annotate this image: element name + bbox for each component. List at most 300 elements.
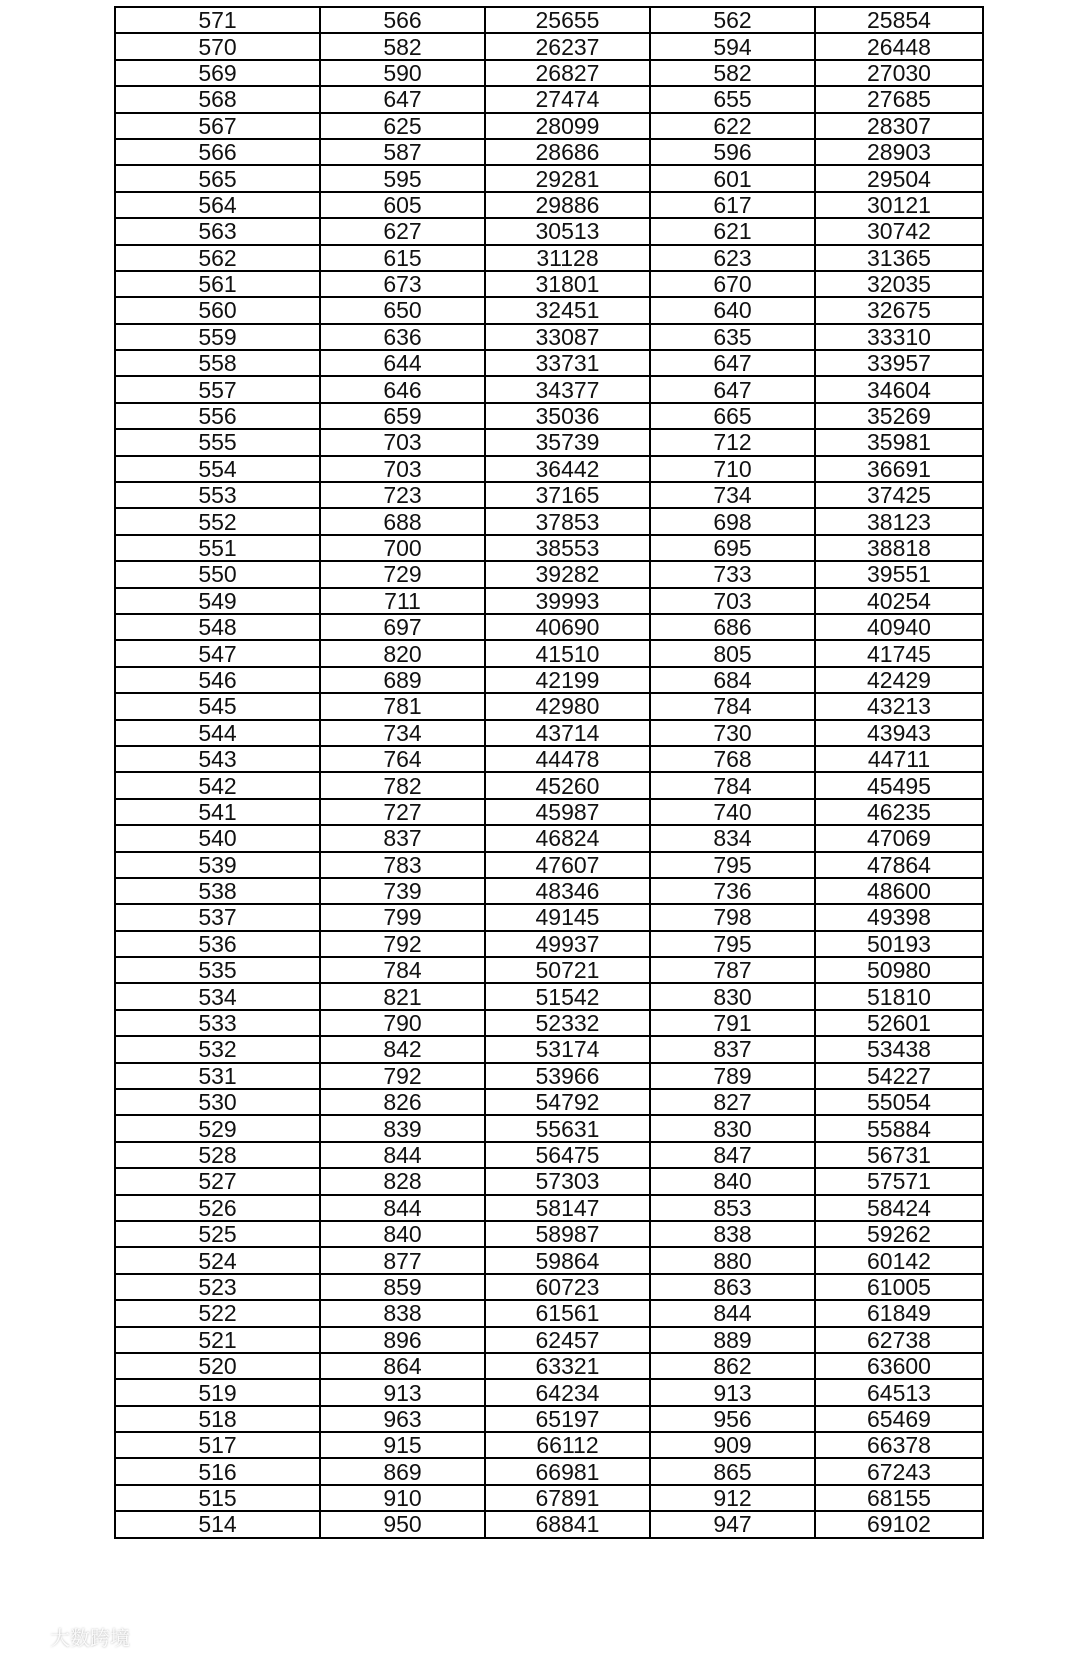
table-cell: 615 bbox=[320, 245, 485, 271]
table-cell: 55054 bbox=[815, 1089, 983, 1115]
table-cell: 47864 bbox=[815, 852, 983, 878]
table-cell: 549 bbox=[115, 588, 320, 614]
table-cell: 535 bbox=[115, 957, 320, 983]
table-cell: 53966 bbox=[485, 1063, 650, 1089]
table-cell: 862 bbox=[650, 1353, 815, 1379]
table-cell: 42429 bbox=[815, 667, 983, 693]
table-cell: 58147 bbox=[485, 1195, 650, 1221]
table-cell: 50721 bbox=[485, 957, 650, 983]
table-cell: 516 bbox=[115, 1458, 320, 1484]
table-cell: 44711 bbox=[815, 746, 983, 772]
table-cell: 798 bbox=[650, 904, 815, 930]
table-row bbox=[115, 1221, 983, 1247]
table-cell: 559 bbox=[115, 324, 320, 350]
table-cell: 647 bbox=[650, 376, 815, 402]
table-row bbox=[115, 1406, 983, 1432]
table-row bbox=[115, 1327, 983, 1353]
table-cell: 40690 bbox=[485, 614, 650, 640]
table-cell: 59262 bbox=[815, 1221, 983, 1247]
table-cell: 62457 bbox=[485, 1327, 650, 1353]
table-row bbox=[115, 693, 983, 719]
table-cell: 673 bbox=[320, 271, 485, 297]
table-cell: 547 bbox=[115, 640, 320, 666]
table-cell: 48600 bbox=[815, 878, 983, 904]
table-cell: 32035 bbox=[815, 271, 983, 297]
table-row bbox=[115, 1089, 983, 1115]
table-cell: 826 bbox=[320, 1089, 485, 1115]
table-cell: 570 bbox=[115, 33, 320, 59]
table-cell: 853 bbox=[650, 1195, 815, 1221]
table-cell: 46824 bbox=[485, 825, 650, 851]
table-cell: 524 bbox=[115, 1247, 320, 1273]
table-cell: 550 bbox=[115, 561, 320, 587]
table-cell: 562 bbox=[650, 7, 815, 33]
table-cell: 57571 bbox=[815, 1168, 983, 1194]
table-cell: 563 bbox=[115, 218, 320, 244]
table-cell: 63600 bbox=[815, 1353, 983, 1379]
table-cell: 64234 bbox=[485, 1379, 650, 1405]
table-cell: 31128 bbox=[485, 245, 650, 271]
table-cell: 65197 bbox=[485, 1406, 650, 1432]
table-cell: 33310 bbox=[815, 324, 983, 350]
table-cell: 869 bbox=[320, 1458, 485, 1484]
table-row bbox=[115, 218, 983, 244]
table-row bbox=[115, 60, 983, 86]
table-cell: 605 bbox=[320, 192, 485, 218]
table-row bbox=[115, 931, 983, 957]
table-cell: 688 bbox=[320, 508, 485, 534]
table-cell: 548 bbox=[115, 614, 320, 640]
table-cell: 40254 bbox=[815, 588, 983, 614]
table-row bbox=[115, 904, 983, 930]
table-cell: 784 bbox=[320, 957, 485, 983]
table-cell: 915 bbox=[320, 1432, 485, 1458]
table-cell: 514 bbox=[115, 1511, 320, 1537]
table-cell: 799 bbox=[320, 904, 485, 930]
table-cell: 839 bbox=[320, 1115, 485, 1141]
table-cell: 625 bbox=[320, 113, 485, 139]
table-cell: 28099 bbox=[485, 113, 650, 139]
table-cell: 595 bbox=[320, 165, 485, 191]
table-cell: 740 bbox=[650, 799, 815, 825]
table-cell: 562 bbox=[115, 245, 320, 271]
table-cell: 55631 bbox=[485, 1115, 650, 1141]
table-cell: 596 bbox=[650, 139, 815, 165]
table-cell: 730 bbox=[650, 720, 815, 746]
table-cell: 545 bbox=[115, 693, 320, 719]
table-cell: 617 bbox=[650, 192, 815, 218]
table-cell: 703 bbox=[320, 456, 485, 482]
table-cell: 783 bbox=[320, 852, 485, 878]
table-cell: 61005 bbox=[815, 1274, 983, 1300]
table-row bbox=[115, 1432, 983, 1458]
table-cell: 43943 bbox=[815, 720, 983, 746]
table-row bbox=[115, 1247, 983, 1273]
table-cell: 28903 bbox=[815, 139, 983, 165]
table-cell: 647 bbox=[320, 86, 485, 112]
table-cell: 523 bbox=[115, 1274, 320, 1300]
table-cell: 782 bbox=[320, 772, 485, 798]
table-cell: 784 bbox=[650, 772, 815, 798]
table-cell: 41510 bbox=[485, 640, 650, 666]
table-cell: 38553 bbox=[485, 535, 650, 561]
table-cell: 566 bbox=[115, 139, 320, 165]
table-cell: 69102 bbox=[815, 1511, 983, 1537]
table-row bbox=[115, 376, 983, 402]
table-cell: 587 bbox=[320, 139, 485, 165]
table-cell: 646 bbox=[320, 376, 485, 402]
table-cell: 29281 bbox=[485, 165, 650, 191]
table-row bbox=[115, 957, 983, 983]
table-cell: 555 bbox=[115, 429, 320, 455]
table-cell: 697 bbox=[320, 614, 485, 640]
table-row bbox=[115, 1168, 983, 1194]
table-row bbox=[115, 113, 983, 139]
table-cell: 827 bbox=[650, 1089, 815, 1115]
table-cell: 62738 bbox=[815, 1327, 983, 1353]
table-cell: 58424 bbox=[815, 1195, 983, 1221]
table-cell: 840 bbox=[650, 1168, 815, 1194]
watermark bbox=[8, 1622, 130, 1651]
table-cell: 43213 bbox=[815, 693, 983, 719]
table-cell: 665 bbox=[650, 403, 815, 429]
table-cell: 734 bbox=[650, 482, 815, 508]
table-cell: 787 bbox=[650, 957, 815, 983]
table-cell: 956 bbox=[650, 1406, 815, 1432]
table-row bbox=[115, 1010, 983, 1036]
table-cell: 49145 bbox=[485, 904, 650, 930]
table-cell: 536 bbox=[115, 931, 320, 957]
table-cell: 695 bbox=[650, 535, 815, 561]
table-cell: 33087 bbox=[485, 324, 650, 350]
table-cell: 40940 bbox=[815, 614, 983, 640]
table-cell: 28307 bbox=[815, 113, 983, 139]
table-cell: 57303 bbox=[485, 1168, 650, 1194]
table-cell: 66112 bbox=[485, 1432, 650, 1458]
table-cell: 50193 bbox=[815, 931, 983, 957]
table-cell: 837 bbox=[320, 825, 485, 851]
table-cell: 768 bbox=[650, 746, 815, 772]
table-cell: 556 bbox=[115, 403, 320, 429]
table-cell: 39551 bbox=[815, 561, 983, 587]
table-cell: 561 bbox=[115, 271, 320, 297]
table-cell: 67243 bbox=[815, 1458, 983, 1484]
table-cell: 61849 bbox=[815, 1300, 983, 1326]
table-cell: 896 bbox=[320, 1327, 485, 1353]
table-cell: 61561 bbox=[485, 1300, 650, 1326]
table-cell: 37853 bbox=[485, 508, 650, 534]
table-row bbox=[115, 1300, 983, 1326]
table-cell: 55884 bbox=[815, 1115, 983, 1141]
table-cell: 26827 bbox=[485, 60, 650, 86]
table-cell: 830 bbox=[650, 1115, 815, 1141]
table-cell: 32675 bbox=[815, 297, 983, 323]
table-cell: 736 bbox=[650, 878, 815, 904]
table-cell: 947 bbox=[650, 1511, 815, 1537]
table-cell: 51542 bbox=[485, 983, 650, 1009]
table-row bbox=[115, 561, 983, 587]
table-cell: 795 bbox=[650, 931, 815, 957]
table-cell: 729 bbox=[320, 561, 485, 587]
table-cell: 30742 bbox=[815, 218, 983, 244]
table-cell: 25854 bbox=[815, 7, 983, 33]
table-row bbox=[115, 508, 983, 534]
table-cell: 53438 bbox=[815, 1036, 983, 1062]
table-cell: 35269 bbox=[815, 403, 983, 429]
table-cell: 840 bbox=[320, 1221, 485, 1247]
table-cell: 66981 bbox=[485, 1458, 650, 1484]
table-cell: 623 bbox=[650, 245, 815, 271]
table-cell: 27474 bbox=[485, 86, 650, 112]
table-cell: 963 bbox=[320, 1406, 485, 1432]
table-cell: 703 bbox=[650, 588, 815, 614]
table-cell: 544 bbox=[115, 720, 320, 746]
table-row bbox=[115, 1353, 983, 1379]
table-cell: 636 bbox=[320, 324, 485, 350]
table-cell: 844 bbox=[320, 1142, 485, 1168]
table-cell: 59864 bbox=[485, 1247, 650, 1273]
table-cell: 880 bbox=[650, 1247, 815, 1273]
table-cell: 865 bbox=[650, 1458, 815, 1484]
table-cell: 542 bbox=[115, 772, 320, 798]
table-cell: 30121 bbox=[815, 192, 983, 218]
table-cell: 551 bbox=[115, 535, 320, 561]
table-row bbox=[115, 772, 983, 798]
table-cell: 684 bbox=[650, 667, 815, 693]
table-cell: 526 bbox=[115, 1195, 320, 1221]
table-cell: 538 bbox=[115, 878, 320, 904]
table-cell: 557 bbox=[115, 376, 320, 402]
table-cell: 518 bbox=[115, 1406, 320, 1432]
table-cell: 627 bbox=[320, 218, 485, 244]
table-cell: 950 bbox=[320, 1511, 485, 1537]
table-cell: 521 bbox=[115, 1327, 320, 1353]
table-row bbox=[115, 1485, 983, 1511]
table-cell: 837 bbox=[650, 1036, 815, 1062]
table-cell: 36442 bbox=[485, 456, 650, 482]
table-cell: 830 bbox=[650, 983, 815, 1009]
table-row bbox=[115, 825, 983, 851]
table-cell: 45987 bbox=[485, 799, 650, 825]
table-cell: 63321 bbox=[485, 1353, 650, 1379]
table-cell: 560 bbox=[115, 297, 320, 323]
table-cell: 569 bbox=[115, 60, 320, 86]
table-cell: 36691 bbox=[815, 456, 983, 482]
table-cell: 537 bbox=[115, 904, 320, 930]
table-cell: 520 bbox=[115, 1353, 320, 1379]
table-cell: 529 bbox=[115, 1115, 320, 1141]
table-cell: 534 bbox=[115, 983, 320, 1009]
table-cell: 546 bbox=[115, 667, 320, 693]
table-cell: 34604 bbox=[815, 376, 983, 402]
table-cell: 45260 bbox=[485, 772, 650, 798]
table-row bbox=[115, 1195, 983, 1221]
table-cell: 67891 bbox=[485, 1485, 650, 1511]
table-cell: 50980 bbox=[815, 957, 983, 983]
table-row bbox=[115, 324, 983, 350]
table-cell: 912 bbox=[650, 1485, 815, 1511]
table-cell: 650 bbox=[320, 297, 485, 323]
table-cell: 568 bbox=[115, 86, 320, 112]
table-cell: 655 bbox=[650, 86, 815, 112]
table-row bbox=[115, 403, 983, 429]
table-cell: 552 bbox=[115, 508, 320, 534]
table-cell: 33731 bbox=[485, 350, 650, 376]
table-cell: 805 bbox=[650, 640, 815, 666]
table-cell: 517 bbox=[115, 1432, 320, 1458]
table-cell: 644 bbox=[320, 350, 485, 376]
table-row bbox=[115, 983, 983, 1009]
table-cell: 38818 bbox=[815, 535, 983, 561]
table-row bbox=[115, 350, 983, 376]
table-cell: 789 bbox=[650, 1063, 815, 1089]
table-cell: 828 bbox=[320, 1168, 485, 1194]
table-cell: 859 bbox=[320, 1274, 485, 1300]
table-row bbox=[115, 139, 983, 165]
table-cell: 47607 bbox=[485, 852, 650, 878]
table-cell: 25655 bbox=[485, 7, 650, 33]
table-row bbox=[115, 535, 983, 561]
table-cell: 582 bbox=[320, 33, 485, 59]
table-cell: 38123 bbox=[815, 508, 983, 534]
table-row bbox=[115, 1063, 983, 1089]
table-cell: 913 bbox=[320, 1379, 485, 1405]
table-cell: 640 bbox=[650, 297, 815, 323]
table-row bbox=[115, 1274, 983, 1300]
table-cell: 566 bbox=[320, 7, 485, 33]
table-cell: 621 bbox=[650, 218, 815, 244]
table-row bbox=[115, 456, 983, 482]
table-cell: 864 bbox=[320, 1353, 485, 1379]
table-row bbox=[115, 799, 983, 825]
table-cell: 733 bbox=[650, 561, 815, 587]
table-cell: 821 bbox=[320, 983, 485, 1009]
table-cell: 781 bbox=[320, 693, 485, 719]
table-cell: 39993 bbox=[485, 588, 650, 614]
table-cell: 910 bbox=[320, 1485, 485, 1511]
table-cell: 26237 bbox=[485, 33, 650, 59]
table-cell: 844 bbox=[650, 1300, 815, 1326]
watermark-text: 大数跨境 bbox=[50, 1626, 130, 1650]
table-cell: 622 bbox=[650, 113, 815, 139]
table-cell: 909 bbox=[650, 1432, 815, 1458]
table-cell: 30513 bbox=[485, 218, 650, 244]
table-cell: 43714 bbox=[485, 720, 650, 746]
table-cell: 27685 bbox=[815, 86, 983, 112]
table-cell: 590 bbox=[320, 60, 485, 86]
table-row bbox=[115, 245, 983, 271]
table-cell: 531 bbox=[115, 1063, 320, 1089]
table-cell: 27030 bbox=[815, 60, 983, 86]
table-cell: 49937 bbox=[485, 931, 650, 957]
table-cell: 703 bbox=[320, 429, 485, 455]
table-cell: 29504 bbox=[815, 165, 983, 191]
table-cell: 601 bbox=[650, 165, 815, 191]
table-cell: 39282 bbox=[485, 561, 650, 587]
table-cell: 49398 bbox=[815, 904, 983, 930]
table-cell: 41745 bbox=[815, 640, 983, 666]
table-cell: 29886 bbox=[485, 192, 650, 218]
table-cell: 522 bbox=[115, 1300, 320, 1326]
table-cell: 60723 bbox=[485, 1274, 650, 1300]
table-row bbox=[115, 271, 983, 297]
table-cell: 647 bbox=[650, 350, 815, 376]
table-cell: 532 bbox=[115, 1036, 320, 1062]
table-cell: 35981 bbox=[815, 429, 983, 455]
table-cell: 52601 bbox=[815, 1010, 983, 1036]
table-cell: 28686 bbox=[485, 139, 650, 165]
table-cell: 539 bbox=[115, 852, 320, 878]
table-cell: 35036 bbox=[485, 403, 650, 429]
table-cell: 37425 bbox=[815, 482, 983, 508]
table-cell: 53174 bbox=[485, 1036, 650, 1062]
table-row bbox=[115, 86, 983, 112]
table-cell: 784 bbox=[650, 693, 815, 719]
table-cell: 37165 bbox=[485, 482, 650, 508]
table-cell: 34377 bbox=[485, 376, 650, 402]
table-row bbox=[115, 1511, 983, 1537]
table-cell: 764 bbox=[320, 746, 485, 772]
table-cell: 711 bbox=[320, 588, 485, 614]
table-cell: 533 bbox=[115, 1010, 320, 1036]
table-cell: 68155 bbox=[815, 1485, 983, 1511]
table-cell: 31365 bbox=[815, 245, 983, 271]
table-cell: 541 bbox=[115, 799, 320, 825]
table-row bbox=[115, 878, 983, 904]
table-cell: 791 bbox=[650, 1010, 815, 1036]
table-cell: 686 bbox=[650, 614, 815, 640]
table-cell: 68841 bbox=[485, 1511, 650, 1537]
table-cell: 712 bbox=[650, 429, 815, 455]
score-table bbox=[114, 6, 984, 1539]
table-cell: 56731 bbox=[815, 1142, 983, 1168]
table-cell: 889 bbox=[650, 1327, 815, 1353]
table-cell: 51810 bbox=[815, 983, 983, 1009]
table-row bbox=[115, 192, 983, 218]
table-row bbox=[115, 588, 983, 614]
table-cell: 670 bbox=[650, 271, 815, 297]
table-cell: 792 bbox=[320, 931, 485, 957]
table-row bbox=[115, 1379, 983, 1405]
table-cell: 26448 bbox=[815, 33, 983, 59]
table-cell: 519 bbox=[115, 1379, 320, 1405]
table-cell: 58987 bbox=[485, 1221, 650, 1247]
table-row bbox=[115, 165, 983, 191]
table-cell: 842 bbox=[320, 1036, 485, 1062]
table-cell: 792 bbox=[320, 1063, 485, 1089]
table-cell: 700 bbox=[320, 535, 485, 561]
table-row bbox=[115, 1458, 983, 1484]
table-cell: 863 bbox=[650, 1274, 815, 1300]
table-cell: 698 bbox=[650, 508, 815, 534]
table-cell: 52332 bbox=[485, 1010, 650, 1036]
table-cell: 54792 bbox=[485, 1089, 650, 1115]
table-cell: 635 bbox=[650, 324, 815, 350]
table-cell: 528 bbox=[115, 1142, 320, 1168]
table-cell: 56475 bbox=[485, 1142, 650, 1168]
table-row bbox=[115, 667, 983, 693]
table-cell: 723 bbox=[320, 482, 485, 508]
table-cell: 913 bbox=[650, 1379, 815, 1405]
table-cell: 60142 bbox=[815, 1247, 983, 1273]
table-row bbox=[115, 7, 983, 33]
table-cell: 734 bbox=[320, 720, 485, 746]
table-cell: 45495 bbox=[815, 772, 983, 798]
table-row bbox=[115, 640, 983, 666]
table-cell: 582 bbox=[650, 60, 815, 86]
table-cell: 530 bbox=[115, 1089, 320, 1115]
table-cell: 543 bbox=[115, 746, 320, 772]
